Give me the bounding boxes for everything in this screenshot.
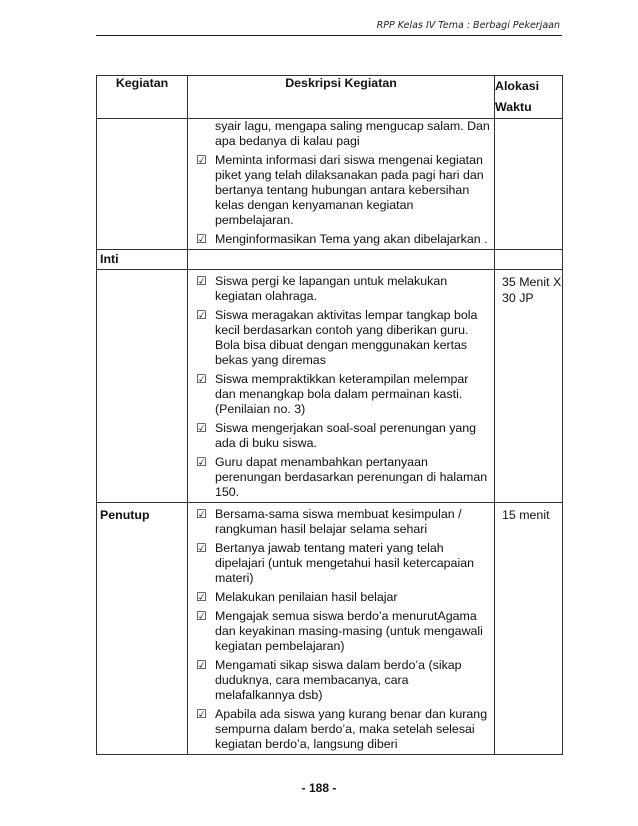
list-item [188,507,490,537]
header-deskripsi: Deskripsi Kegiatan [188,76,495,119]
kegiatan-cell-empty [97,119,188,250]
list-item [188,308,490,368]
kegiatan-label-penutup: Penutup [100,508,150,522]
kegiatan-cell [97,250,188,270]
pendahuluan-continued-row [97,119,563,250]
activity-text: Guru dapat menambahkan pertanyaan perenungan berdasarkan perenungan di halaman 150. [215,455,488,499]
checkbox-checked-icon: ☑ [196,455,207,469]
checkbox-checked-icon: ☑ [196,372,207,386]
list-item [188,274,490,304]
checkbox-checked-icon: ☑ [196,541,207,555]
list-item [188,707,490,752]
list-item [188,658,490,703]
list-item [188,609,490,654]
activity-list [188,503,494,754]
time-allocation-inti: 35 Menit X 30 JP [502,275,562,305]
time-cell [495,503,563,755]
checkbox-checked-icon: ☑ [196,609,207,623]
activity-text: Mengajak semua siswa berdo’a menurutAgama dan keyakinan masing-masing (untuk mengawali kegiatan pembelajaran) [215,609,483,653]
penutup-row [97,503,563,755]
time-cell-empty [495,250,563,270]
deskripsi-cell [188,503,495,755]
continuation-text: syair lagu, mengapa saling mengucap salam. Dan apa bedanya di kalau pagi [215,119,490,148]
kegiatan-label-inti: Inti [100,252,119,266]
page-number: - 188 - [301,781,337,795]
checkbox-checked-icon: ☑ [196,308,207,322]
list-item [188,541,490,586]
time-allocation-penutup: 15 menit [502,508,550,522]
checkbox-checked-icon: ☑ [196,232,207,246]
activity-list [188,270,494,502]
list-item [188,232,490,247]
lesson-activity-table [96,75,563,755]
table-header-row [97,76,563,119]
activity-text: Bertanya jawab tentang materi yang telah dipelajari (untuk mengetahui hasil ketercapaian materi) [215,541,474,585]
list-item [188,153,490,228]
header-rule [96,35,562,36]
header-alokasi: Alokasi Waktu [495,76,563,119]
activity-text: Meminta informasi dari siswa mengenai kegiatan piket yang telah dilaksanakan pada pagi hari dan bertanya tentang hubungan antara kebersihan kelas dengan kenyamanan kegiatan pembelajaran. [215,153,484,227]
inti-row [97,270,563,503]
kegiatan-cell-empty [97,270,188,503]
list-item [188,590,490,605]
kegiatan-cell [97,503,188,755]
activity-list [188,119,494,249]
list-item [188,421,490,451]
checkbox-checked-icon: ☑ [196,421,207,435]
deskripsi-cell [188,270,495,503]
list-item [188,372,490,417]
checkbox-checked-icon: ☑ [196,707,207,721]
activity-text: Siswa mengerjakan soal-soal perenungan yang ada di buku siswa. [215,421,477,450]
time-cell-empty [495,119,563,250]
deskripsi-cell [188,119,495,250]
activity-text: Bersama-sama siswa membuat kesimpulan / rangkuman hasil belajar selama sehari [215,507,462,536]
activity-text: Apabila ada siswa yang kurang benar dan kurang sempurna dalam berdo’a, maka setelah selesai kegiatan berdo’a, langsung diberi [215,707,488,751]
time-cell [495,270,563,503]
activity-text: Mengamati sikap siswa dalam berdo’a (sikap duduknya, cara membacanya, cara melafalkannya dsb) [215,658,462,702]
checkbox-checked-icon: ☑ [196,274,207,288]
checkbox-checked-icon: ☑ [196,153,207,167]
checkbox-checked-icon: ☑ [196,658,207,672]
deskripsi-cell-empty [188,250,495,270]
activity-text: Siswa pergi ke lapangan untuk melakukan kegiatan olahraga. [215,274,448,303]
inti-label-row [97,250,563,270]
activity-text: Siswa mempraktikkan keterampilan melempar dan menangkap bola dalam permainan kasti. (Penilaian no. 3) [215,372,469,416]
activity-text: Siswa meragakan aktivitas lempar tangkap bola kecil berdasarkan contoh yang diberikan guru. Bola bisa dibuat dengan menggunakan kertas bekas yang diremas [215,308,478,367]
list-item [188,455,490,500]
header-kegiatan: Kegiatan [97,76,188,119]
checkbox-checked-icon: ☑ [196,590,207,604]
running-header: RPP Kelas IV Tema : Berbagi Pekerjaan [376,20,560,31]
activity-text: Menginformasikan Tema yang akan dibelajarkan . [215,232,488,246]
checkbox-checked-icon: ☑ [196,507,207,521]
activity-text: Melakukan penilaian hasil belajar [215,590,398,604]
